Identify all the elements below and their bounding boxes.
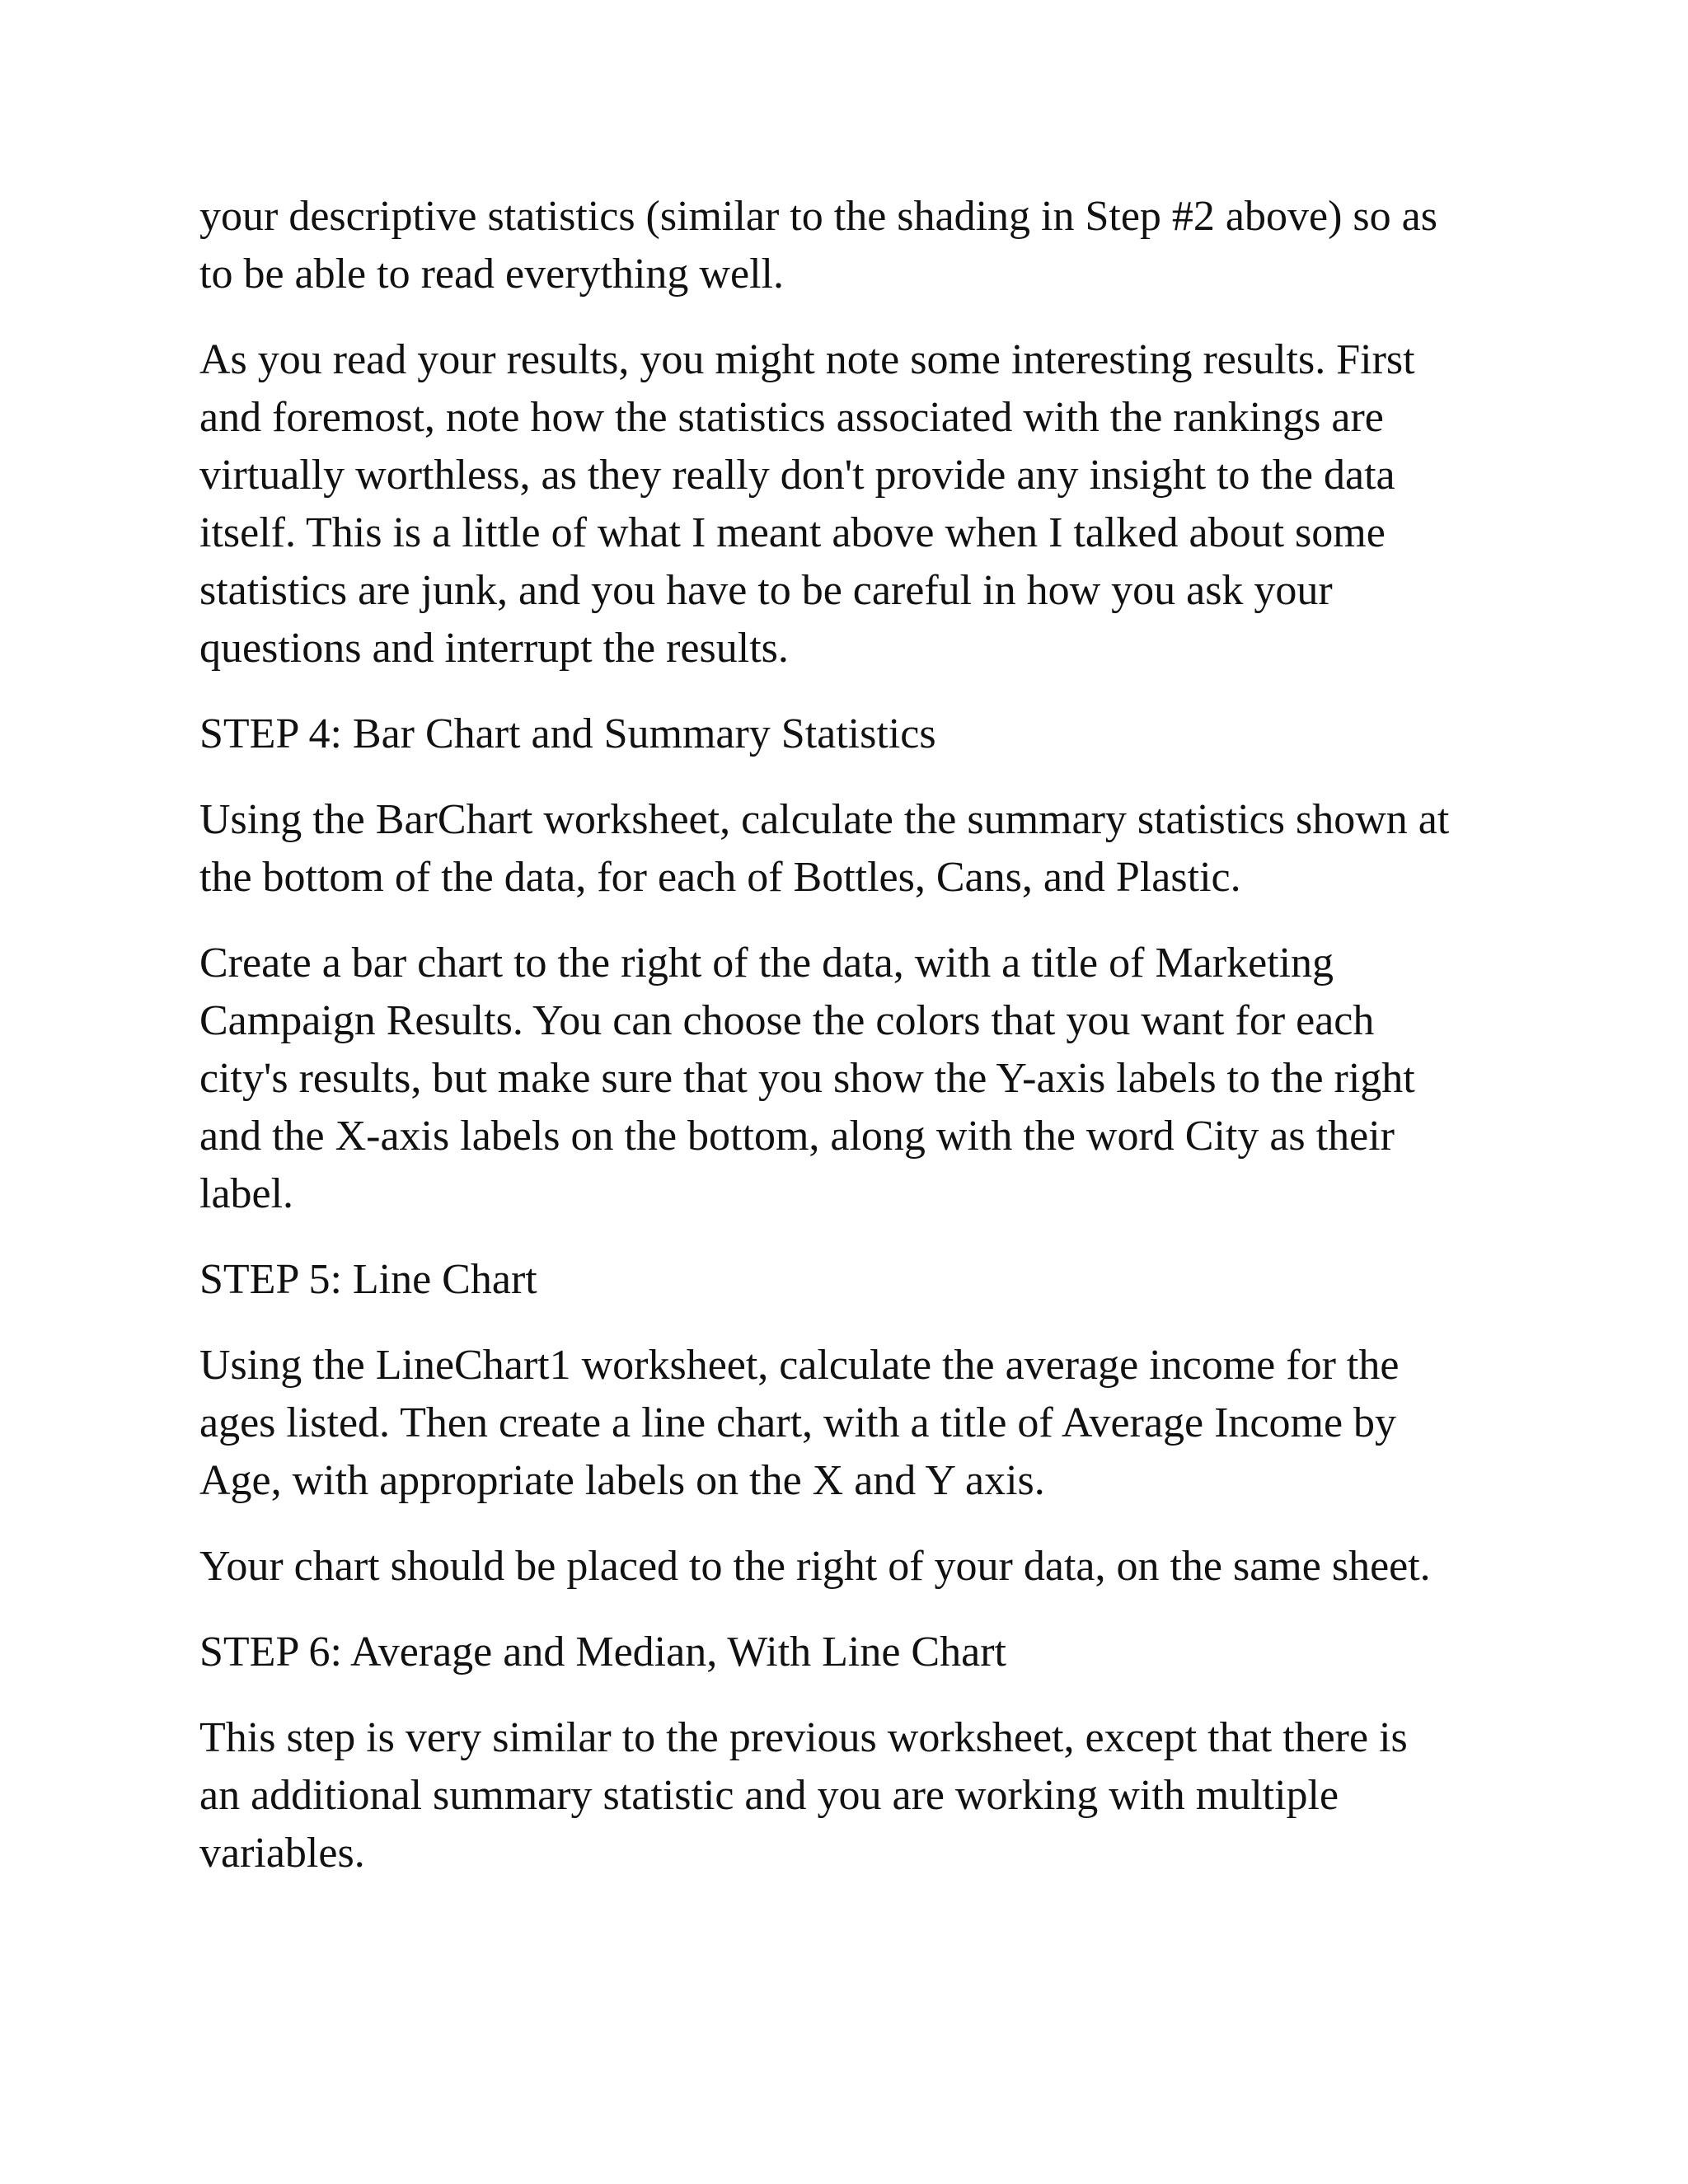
heading-text: STEP 6: Average and Median, With Line Chart (199, 1629, 1006, 1675)
text-line: virtually worthless, as they really don't provide any insight to the data (199, 452, 1395, 499)
step-6-heading (199, 1624, 1510, 1681)
paragraph-linechart-worksheet (199, 1337, 1510, 1510)
text-line: city's results, but make sure that you show the Y-axis labels to the right (199, 1055, 1415, 1102)
text-line: label. (199, 1170, 294, 1217)
paragraph-step-6-description (199, 1709, 1510, 1882)
text-line: variables. (199, 1830, 365, 1877)
heading-text: STEP 5: Line Chart (199, 1256, 537, 1303)
text-line: and foremost, note how the statistics associated with the rankings are (199, 394, 1384, 441)
paragraph-chart-placement (199, 1538, 1510, 1596)
paragraph-reading-results (199, 331, 1510, 677)
text-line: your descriptive statistics (similar to the shading in Step #2 above) so as (199, 193, 1437, 240)
step-4-heading (199, 705, 1510, 763)
paragraph-barchart-worksheet (199, 791, 1510, 907)
text-line: Using the LineChart1 worksheet, calculate the average income for the (199, 1342, 1400, 1389)
text-line: statistics are junk, and you have to be careful in how you ask your (199, 567, 1333, 614)
text-line: ages listed. Then create a line chart, with a title of Average Income by (199, 1399, 1397, 1446)
text-line: Age, with appropriate labels on the X and Y axis. (199, 1457, 1045, 1504)
text-line: Your chart should be placed to the right of your data, on the same sheet. (199, 1543, 1431, 1590)
document-body (199, 188, 1510, 1910)
heading-text: STEP 4: Bar Chart and Summary Statistics (199, 710, 936, 757)
text-line: Create a bar chart to the right of the data, with a title of Marketing (199, 940, 1334, 987)
text-line: the bottom of the data, for each of Bottles, Cans, and Plastic. (199, 854, 1241, 901)
text-line: As you read your results, you might note some interesting results. First (199, 336, 1415, 383)
text-line: an additional summary statistic and you are working with multiple (199, 1772, 1339, 1819)
text-line: to be able to read everything well. (199, 251, 784, 298)
text-line: and the X-axis labels on the bottom, along with the word City as their (199, 1113, 1395, 1160)
text-line: Campaign Results. You can choose the colors that you want for each (199, 997, 1375, 1044)
text-line: questions and interrupt the results. (199, 625, 789, 672)
step-5-heading (199, 1251, 1510, 1309)
text-line: Using the BarChart worksheet, calculate the summary statistics shown at (199, 796, 1450, 843)
paragraph-create-bar-chart (199, 935, 1510, 1223)
paragraph-continuation (199, 188, 1510, 303)
text-line: This step is very similar to the previous worksheet, except that there is (199, 1714, 1408, 1761)
text-line: itself. This is a little of what I meant above when I talked about some (199, 509, 1386, 556)
